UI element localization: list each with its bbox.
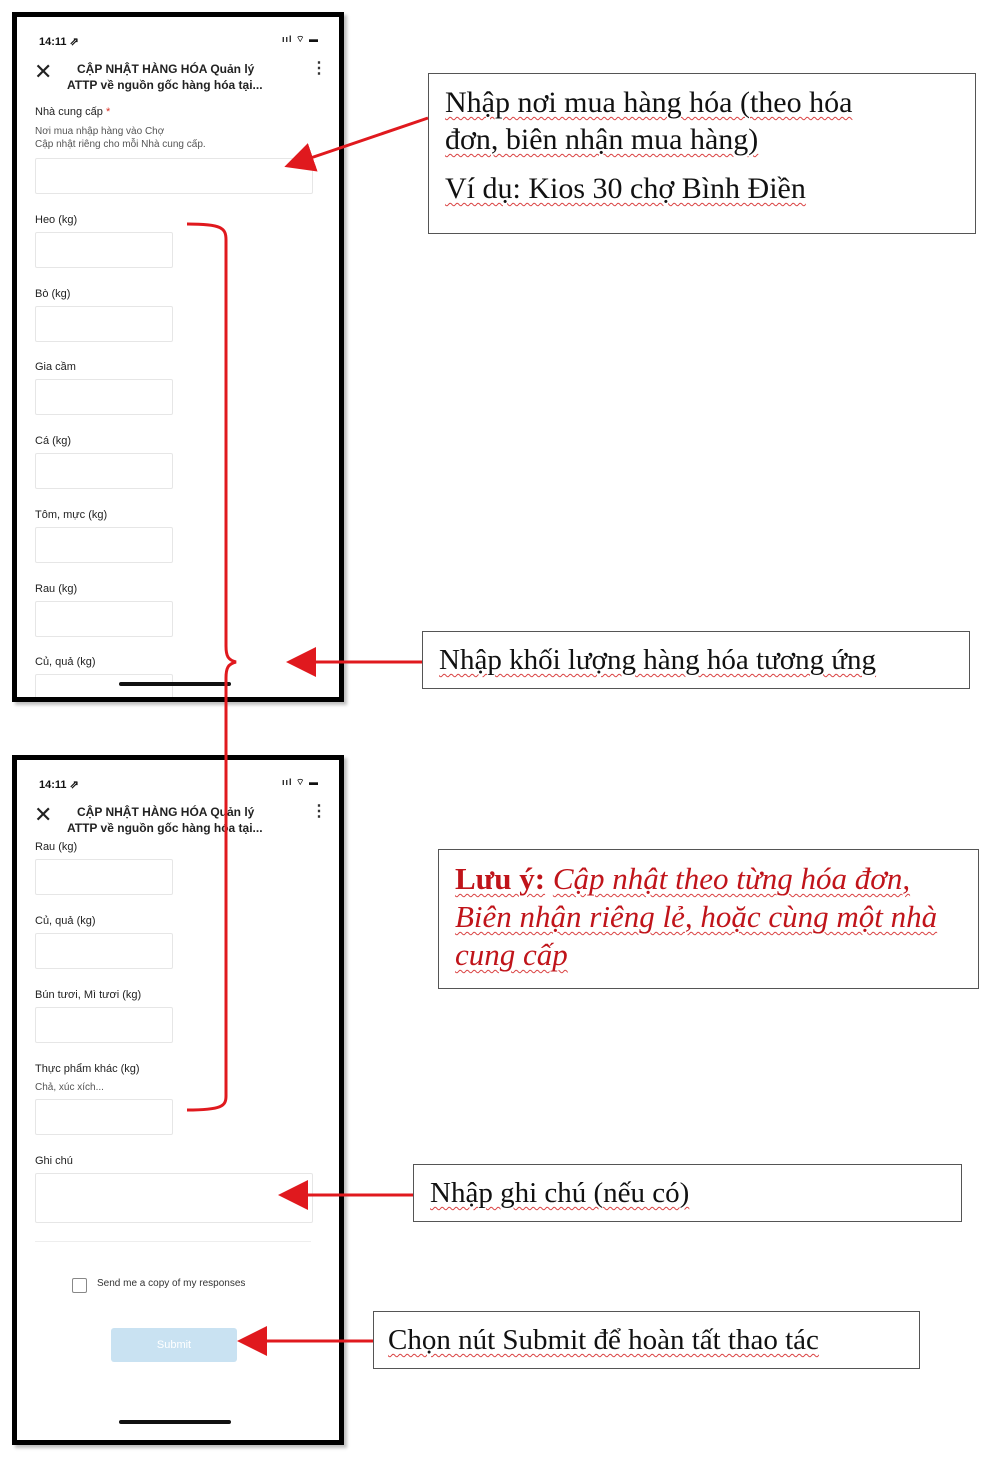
supplier-label-text: Nhà cung cấp: [35, 106, 103, 118]
ghi-chu-label: Ghi chú: [35, 1155, 73, 1167]
supplier-help-1: Nơi mua nhập hàng vào Chợ: [35, 126, 165, 137]
heo-input[interactable]: [35, 232, 173, 268]
annotation-remarks: [413, 1164, 962, 1222]
form-title: [67, 61, 292, 93]
ca-input[interactable]: [35, 453, 173, 489]
status-icons: ııl ⌔ ▬: [282, 777, 319, 787]
annotation-supplier-line1: Nhập nơi mua hàng hóa (theo hóa: [445, 86, 853, 119]
rau-label: Rau (kg): [35, 583, 78, 595]
cu-qua-label: Củ, quả (kg): [35, 656, 96, 668]
rau-input[interactable]: [35, 601, 173, 637]
form-title-line1: CẬP NHẬT HÀNG HÓA Quản lý: [77, 805, 255, 819]
supplier-input[interactable]: [35, 158, 313, 194]
annotation-quantity-text: Nhập khối lượng hàng hóa tương ứng: [439, 644, 877, 676]
form-title: [67, 804, 292, 836]
home-indicator: [119, 682, 231, 686]
cu-qua-input[interactable]: [35, 933, 173, 969]
form-title-line2: ATTP về nguồn gốc hàng hóa tại...: [67, 78, 263, 92]
close-icon[interactable]: ✕: [34, 802, 53, 827]
thuc-pham-khac-input[interactable]: [35, 1099, 173, 1135]
annotation-submit-text: Chọn nút Submit để hoàn tất thao tác: [388, 1324, 819, 1356]
home-indicator: [119, 1420, 231, 1424]
rau-label: Rau (kg): [35, 841, 78, 853]
phone-screenshot-top: [12, 12, 344, 702]
tom-muc-label: Tôm, mực (kg): [35, 509, 108, 521]
bo-label: Bò (kg): [35, 288, 71, 300]
status-bar: [17, 17, 339, 57]
form-title-line1: CẬP NHẬT HÀNG HÓA Quản lý: [77, 62, 255, 76]
ghi-chu-input[interactable]: [35, 1173, 313, 1223]
supplier-label: [35, 106, 110, 118]
supplier-help-2: Cập nhật riêng cho mỗi Nhà cung cấp.: [35, 139, 206, 150]
status-time: 14:11 ⇗: [39, 36, 79, 48]
annotation-note-lead: Lưu ý:: [455, 861, 546, 896]
send-copy-label: Send me a copy of my responses: [97, 1278, 246, 1289]
status-icons: ııl ⌔ ▬: [282, 34, 319, 44]
annotation-supplier-example: Ví dụ: Kios 30 chợ Bình Điền: [445, 172, 806, 205]
gia-cam-label: Gia cầm: [35, 361, 76, 373]
rau-input[interactable]: [35, 859, 173, 895]
annotation-supplier: [428, 73, 976, 234]
required-mark: *: [105, 106, 111, 118]
status-time: 14:11 ⇗: [39, 779, 79, 791]
bo-input[interactable]: [35, 306, 173, 342]
annotation-note: [438, 849, 979, 989]
submit-button[interactable]: Submit: [111, 1328, 237, 1362]
form-title-line2: ATTP về nguồn gốc hàng hóa tại...: [67, 821, 263, 835]
annotation-note-body: Cập nhật theo từng hóa đơn, Biên nhận riêng lẻ, hoặc cùng một nhà cung cấp: [455, 861, 938, 972]
tom-muc-input[interactable]: [35, 527, 173, 563]
gia-cam-input[interactable]: [35, 379, 173, 415]
cu-qua-input[interactable]: [35, 674, 173, 702]
annotation-quantity: [422, 631, 970, 689]
bun-mi-input[interactable]: [35, 1007, 173, 1043]
bun-mi-label: Bún tươi, Mì tươi (kg): [35, 989, 142, 1001]
close-icon[interactable]: ✕: [34, 59, 53, 84]
heo-label: Heo (kg): [35, 214, 78, 226]
annotation-supplier-line2: đơn, biên nhận mua hàng): [445, 123, 759, 156]
divider: [35, 1241, 311, 1242]
status-bar: [17, 760, 339, 800]
annotation-submit: [373, 1311, 920, 1369]
ca-label: Cá (kg): [35, 435, 72, 447]
send-copy-checkbox[interactable]: [72, 1278, 87, 1293]
thuc-pham-khac-help: Chả, xúc xích...: [35, 1082, 104, 1093]
thuc-pham-khac-label: Thực phẩm khác (kg): [35, 1063, 140, 1075]
more-options-icon[interactable]: ⋮: [311, 60, 327, 77]
more-options-icon[interactable]: ⋮: [311, 803, 327, 820]
cu-qua-label: Củ, quả (kg): [35, 915, 96, 927]
phone-screenshot-bottom: [12, 755, 344, 1445]
annotation-remarks-text: Nhập ghi chú (nếu có): [430, 1177, 690, 1209]
